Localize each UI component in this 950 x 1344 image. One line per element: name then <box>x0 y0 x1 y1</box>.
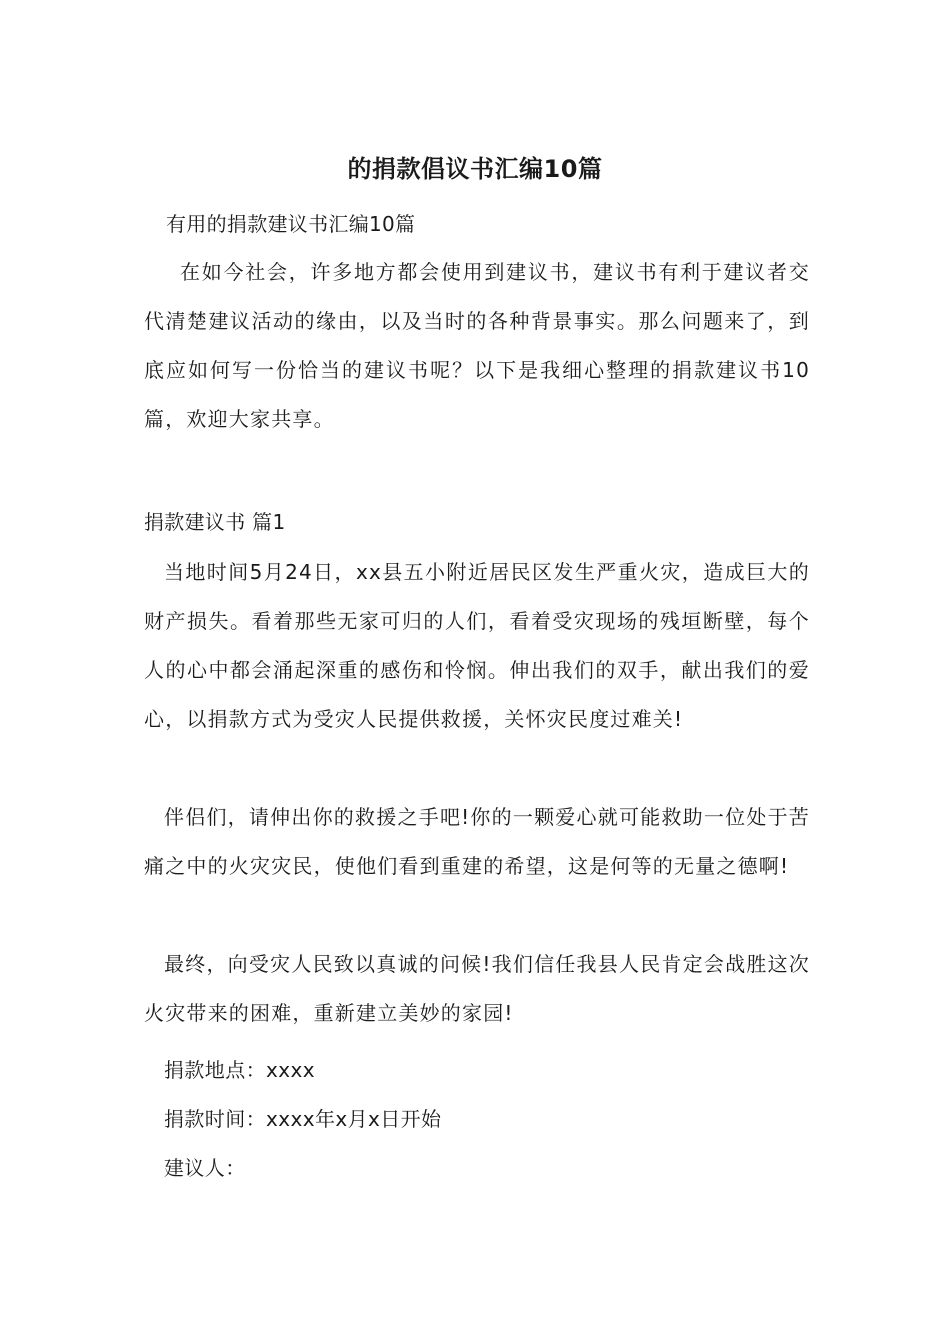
donation-time: 捐款时间：xxxx年x月x日开始 <box>164 1107 442 1131</box>
paragraph-2: 伴侣们，请伸出你的救援之手吧!你的一颗爱心就可能救助一位处于苦痛之中的火灾灾民，使他们看到重建的希望，这是何等的无量之德啊! <box>144 805 810 878</box>
document-subtitle: 有用的捐款建议书汇编10篇 <box>166 212 416 236</box>
intro-paragraph: 在如今社会，许多地方都会使用到建议书，建议书有利于建议者交代清楚建议活动的缘由，以及当时的各种背景事实。那么问题来了，到底应如何写一份恰当的建议书呢？以下是我细心整理的捐款建议书10篇，欢迎大家共享。 <box>144 260 810 431</box>
section-heading: 捐款建议书 篇1 <box>144 510 286 534</box>
donation-location: 捐款地点：xxxx <box>164 1058 315 1082</box>
document-title: 的捐款倡议书汇编10篇 <box>347 155 603 183</box>
paragraph-1: 当地时间5月24日，xx县五小附近居民区发生严重火灾，造成巨大的财产损失。看着那些无家可归的人们，看着受灾现场的残垣断壁，每个人的心中都会涌起深重的感伤和怜悯。伸出我们的双手，献出我们的爱心，以捐款方式为受灾人民提供救援，关怀灾民度过难关! <box>144 560 810 731</box>
paragraph-3: 最终，向受灾人民致以真诚的问候!我们信任我县人民肯定会战胜这次火灾带来的困难，重新建立美妙的家园! <box>144 952 810 1025</box>
proposer-line: 建议人： <box>164 1156 246 1180</box>
